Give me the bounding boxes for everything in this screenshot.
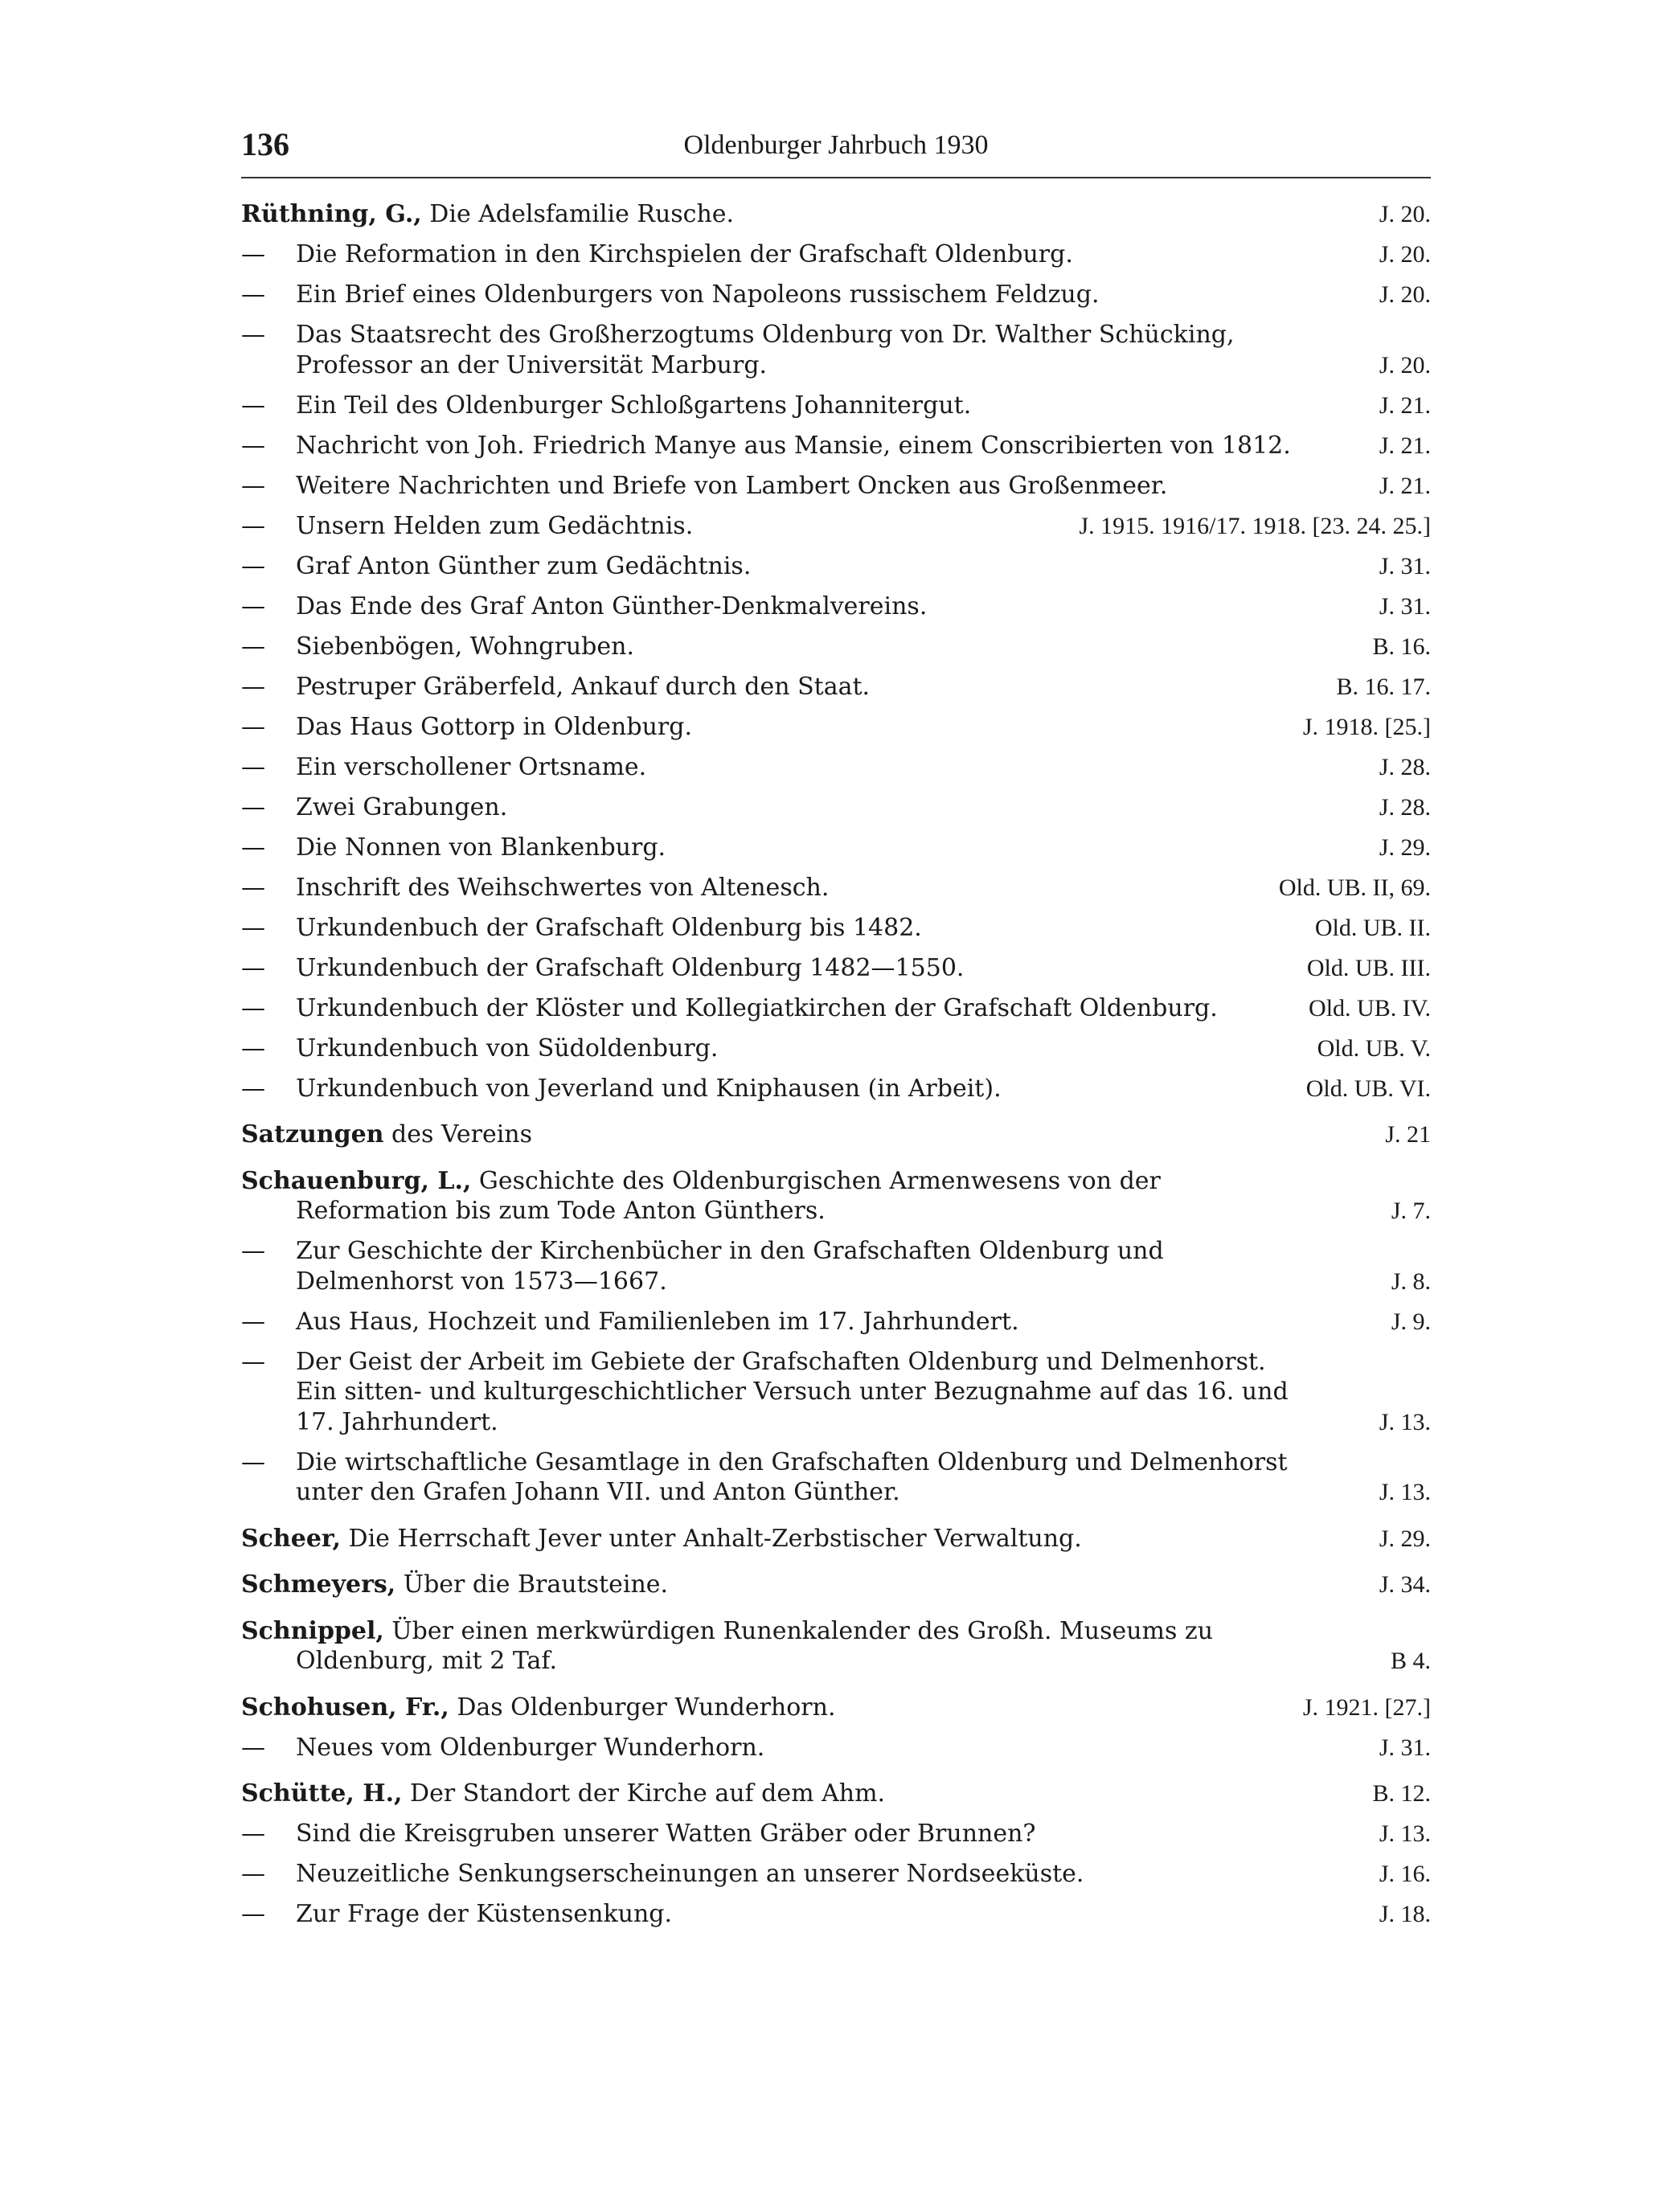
ditto-dash: — <box>241 1074 265 1103</box>
ditto-dash: — <box>241 280 265 309</box>
bibliography-entry <box>241 431 1431 461</box>
ditto-dash: — <box>241 511 265 540</box>
entry-reference: B. 16. <box>1372 633 1431 660</box>
bibliography-entry <box>241 873 1431 903</box>
entry-title: Über einen merkwürdigen Runenkalender des Großh. Museums zu Oldenburg, mit 2 Taf. <box>296 1616 1214 1675</box>
ditto-dash: — <box>241 1860 265 1888</box>
bibliography-entry <box>241 320 1431 380</box>
ditto-dash: — <box>241 1347 265 1376</box>
entry-title: Ein Brief eines Oldenburgers von Napoleons russischem Feldzug. <box>296 280 1100 309</box>
entry-title: Graf Anton Günther zum Gedächtnis. <box>296 551 752 580</box>
entry-title: Zur Geschichte der Kirchenbücher in den Grafschaften Oldenburg und Delmenhorst von 1573—1667. <box>296 1237 1164 1296</box>
entry-reference: Old. UB. VI. <box>1305 1075 1431 1102</box>
bibliography-entry <box>241 1570 1431 1600</box>
bibliography-entry <box>241 993 1431 1024</box>
entry-reference: J. 20. <box>1379 281 1431 308</box>
entry-reference: B 4. <box>1390 1648 1431 1674</box>
entry-title: Urkundenbuch von Jeverland und Kniphausen (in Arbeit). <box>296 1074 1002 1103</box>
bibliography-entry <box>241 1859 1431 1890</box>
entry-reference: J. 16. <box>1379 1861 1431 1887</box>
entry-title: Der Geist der Arbeit im Gebiete der Grafschaften Oldenburg und Delmenhorst. Ein sitten- und kulturgeschichtlicher Versuch unter Bezugnahme auf das 16. und 17. Jahrhundert. <box>296 1347 1289 1436</box>
ditto-dash: — <box>241 752 265 781</box>
page-number: 136 <box>241 126 289 162</box>
entry-title: Aus Haus, Hochzeit und Familienleben im 17. Jahrhundert. <box>296 1307 1019 1336</box>
bibliography-entry <box>241 592 1431 622</box>
bibliography-entry <box>241 712 1431 743</box>
entry-reference: J. 13. <box>1379 1408 1431 1435</box>
ditto-dash: — <box>241 833 265 862</box>
entry-title: Geschichte des Oldenburgischen Armenwesens von der Reformation bis zum Tode Anton Günthers. <box>296 1166 1161 1225</box>
bibliography-entry <box>241 1616 1431 1677</box>
entry-title: Die wirtschaftliche Gesamtlage in den Grafschaften Oldenburg und Delmenhorst unter den Grafen Johann VII. und Anton Günther. <box>296 1447 1288 1506</box>
entry-reference: Old. UB. III. <box>1306 954 1431 981</box>
bibliography-entry <box>241 833 1431 863</box>
entry-title: Die Nonnen von Blankenburg. <box>296 833 666 862</box>
ditto-dash: — <box>241 712 265 741</box>
entry-reference: J. 13. <box>1379 1820 1431 1847</box>
ditto-dash: — <box>241 953 265 982</box>
ditto-dash: — <box>241 672 265 701</box>
bibliography-entry <box>241 1166 1431 1226</box>
entry-author: Schütte, H., <box>241 1779 403 1808</box>
bibliography-entry <box>241 1347 1431 1438</box>
entry-reference: J. 1921. [27.] <box>1302 1693 1431 1721</box>
ditto-dash: — <box>241 993 265 1022</box>
ditto-dash: — <box>241 321 265 349</box>
entry-reference: J. 18. <box>1379 1901 1431 1927</box>
bibliography-entry <box>241 1693 1431 1723</box>
entry-title: Inschrift des Weihschwertes von Altenesch. <box>296 873 830 902</box>
bibliography-entry <box>241 551 1431 582</box>
entry-reference: J. 28. <box>1379 793 1431 821</box>
bibliography-entry <box>241 1074 1431 1104</box>
bibliography-entry <box>241 1899 1431 1930</box>
ditto-dash: — <box>241 792 265 821</box>
ditto-dash: — <box>241 1733 265 1762</box>
bibliography-entry <box>241 391 1431 421</box>
ditto-dash: — <box>241 632 265 661</box>
entry-title: Weitere Nachrichten und Briefe von Lambert Oncken aus Großenmeer. <box>296 471 1168 500</box>
ditto-dash: — <box>241 431 265 460</box>
entry-author: Schohusen, Fr., <box>241 1693 449 1722</box>
entry-reference: J. 21. <box>1379 432 1431 459</box>
entry-reference: J. 31. <box>1379 552 1431 579</box>
entry-title: Zwei Grabungen. <box>296 792 508 821</box>
entry-title: Das Ende des Graf Anton Günther-Denkmalvereins. <box>296 592 928 620</box>
bibliography-entry <box>241 199 1431 230</box>
bibliography-list <box>241 178 1431 1930</box>
entry-reference: J. 28. <box>1379 753 1431 780</box>
entry-reference: J. 7. <box>1391 1198 1431 1224</box>
entry-author: Schauenburg, L., <box>241 1166 472 1195</box>
ditto-dash: — <box>241 1447 265 1476</box>
entry-title: Das Oldenburger Wunderhorn. <box>457 1693 836 1722</box>
bibliography-entry <box>241 1034 1431 1064</box>
entry-reference: J. 1915. 1916/17. 1918. [23. 24. 25.] <box>1079 512 1431 539</box>
bibliography-entry <box>241 1447 1431 1508</box>
bibliography-entry <box>241 1307 1431 1337</box>
ditto-dash: — <box>241 471 265 500</box>
entry-reference: J. 21. <box>1379 391 1431 419</box>
bibliography-entry <box>241 1120 1431 1150</box>
entry-title: Pestruper Gräberfeld, Ankauf durch den Staat. <box>296 672 871 701</box>
ditto-dash: — <box>241 1820 265 1848</box>
bibliography-entry <box>241 1524 1431 1554</box>
ditto-dash: — <box>241 240 265 268</box>
entry-title: Ein verschollener Ortsname. <box>296 752 647 781</box>
entry-title: Urkundenbuch der Grafschaft Oldenburg bis 1482. <box>296 913 922 942</box>
entry-author: Schmeyers, <box>241 1570 396 1599</box>
bibliography-entry <box>241 240 1431 270</box>
entry-reference: J. 34. <box>1379 1571 1431 1598</box>
entry-title: Der Standort der Kirche auf dem Ahm. <box>410 1779 886 1808</box>
entry-title: Sind die Kreisgruben unserer Watten Gräber oder Brunnen? <box>296 1820 1036 1848</box>
ditto-dash: — <box>241 551 265 580</box>
entry-reference: J. 31. <box>1379 592 1431 620</box>
entry-reference: B. 12. <box>1372 1780 1431 1807</box>
entry-reference: J. 13. <box>1379 1479 1431 1505</box>
entry-reference: B. 16. 17. <box>1336 673 1431 700</box>
document-page <box>241 121 1431 1939</box>
ditto-dash: — <box>241 1307 265 1336</box>
bibliography-entry <box>241 280 1431 310</box>
bibliography-entry <box>241 752 1431 783</box>
entry-title: des Vereins <box>391 1120 533 1148</box>
entry-author: Schnippel, <box>241 1616 384 1645</box>
entry-reference: J. 20. <box>1379 201 1431 227</box>
entry-author: Scheer, <box>241 1524 341 1553</box>
entry-reference: J. 29. <box>1379 1525 1431 1552</box>
entry-reference: J. 8. <box>1391 1267 1431 1295</box>
bibliography-entry <box>241 471 1431 502</box>
entry-reference: J. 21. <box>1379 472 1431 499</box>
entry-reference: J. 1918. [25.] <box>1302 713 1431 740</box>
entry-title: Siebenbögen, Wohngruben. <box>296 632 634 661</box>
entry-reference: Old. UB. V. <box>1317 1034 1431 1062</box>
entry-reference: J. 20. <box>1379 351 1431 379</box>
entry-title: Unsern Helden zum Gedächtnis. <box>296 511 694 540</box>
ditto-dash: — <box>241 1034 265 1063</box>
entry-reference: J. 9. <box>1391 1308 1431 1335</box>
entry-reference: J. 21 <box>1385 1121 1431 1148</box>
ditto-dash: — <box>241 391 265 420</box>
bibliography-entry <box>241 1733 1431 1763</box>
ditto-dash: — <box>241 913 265 942</box>
bibliography-entry <box>241 1779 1431 1809</box>
entry-reference: J. 31. <box>1379 1734 1431 1761</box>
entry-author: Rüthning, G., <box>241 200 422 228</box>
entry-title: Urkundenbuch der Grafschaft Oldenburg 1482—1550. <box>296 953 965 982</box>
entry-title: Ein Teil des Oldenburger Schloßgartens Johannitergut. <box>296 391 972 420</box>
ditto-dash: — <box>241 1237 265 1265</box>
entry-title: Zur Frage der Küstensenkung. <box>296 1900 673 1928</box>
entry-author: Satzungen <box>241 1120 384 1148</box>
bibliography-entry <box>241 953 1431 984</box>
entry-title: Über die Brautsteine. <box>403 1570 669 1599</box>
entry-title: Die Adelsfamilie Rusche. <box>429 200 735 228</box>
bibliography-entry <box>241 1236 1431 1296</box>
ditto-dash: — <box>241 873 265 902</box>
bibliography-entry <box>241 1819 1431 1849</box>
entry-reference: J. 29. <box>1379 833 1431 861</box>
entry-title: Das Haus Gottorp in Oldenburg. <box>296 712 692 741</box>
entry-title: Die Herrschaft Jever unter Anhalt-Zerbstischer Verwaltung. <box>348 1524 1082 1553</box>
entry-title: Die Reformation in den Kirchspielen der Grafschaft Oldenburg. <box>296 240 1073 268</box>
entry-reference: Old. UB. II. <box>1314 914 1431 941</box>
entry-title: Urkundenbuch der Klöster und Kollegiatkirchen der Grafschaft Oldenburg. <box>296 993 1218 1022</box>
entry-reference: Old. UB. II, 69. <box>1278 874 1431 901</box>
entry-reference: J. 20. <box>1379 241 1431 268</box>
bibliography-entry <box>241 913 1431 944</box>
ditto-dash: — <box>241 1900 265 1928</box>
bibliography-entry <box>241 792 1431 823</box>
entry-title: Urkundenbuch von Südoldenburg. <box>296 1034 719 1063</box>
bibliography-entry <box>241 672 1431 702</box>
entry-title: Neues vom Oldenburger Wunderhorn. <box>296 1733 765 1762</box>
bibliography-entry <box>241 632 1431 662</box>
running-title: Oldenburger Jahrbuch 1930 <box>683 130 989 160</box>
entry-title: Neuzeitliche Senkungserscheinungen an unserer Nordseeküste. <box>296 1860 1084 1888</box>
bibliography-entry <box>241 511 1431 542</box>
page-header <box>241 121 1431 178</box>
ditto-dash: — <box>241 592 265 620</box>
entry-reference: Old. UB. IV. <box>1309 994 1431 1022</box>
entry-title: Nachricht von Joh. Friedrich Manye aus Mansie, einem Conscribierten von 1812. <box>296 431 1291 460</box>
entry-title: Das Staatsrecht des Großherzogtums Oldenburg von Dr. Walther Schücking, Professor an der Universität Marburg. <box>296 321 1235 379</box>
